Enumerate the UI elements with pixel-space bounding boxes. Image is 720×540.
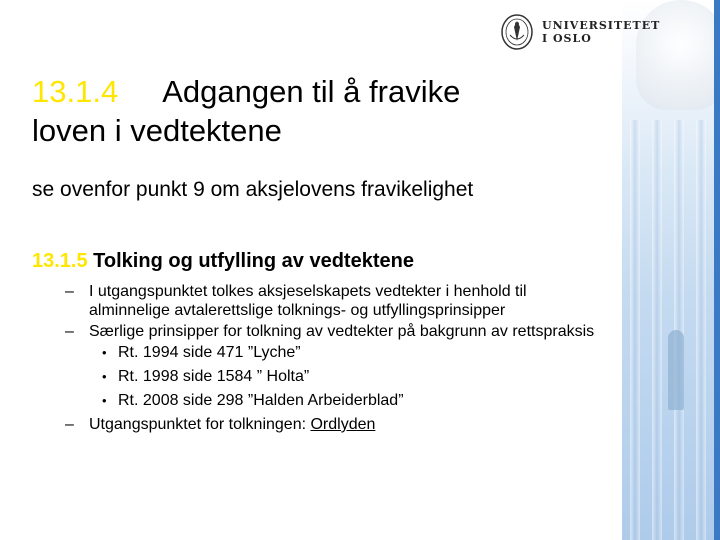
sub-list-item-text: Rt. 2008 side 298 ”Halden Arbeiderblad”	[118, 392, 404, 409]
logo-line-2: I OSLO	[542, 32, 592, 45]
section-number: 13.1.5	[32, 250, 88, 272]
sub-list-item	[65, 391, 605, 410]
list-item	[65, 322, 605, 341]
slide-title	[32, 72, 612, 150]
university-seal-icon	[500, 13, 534, 51]
content-list	[65, 282, 605, 436]
list-item-text: Utgangspunktet for tolkningen:	[89, 416, 311, 433]
title-line-1: Adgangen til å fravike	[162, 74, 461, 109]
bullet-marker: •	[102, 369, 107, 384]
column-decoration	[630, 120, 640, 540]
sub-list-item	[65, 367, 605, 386]
logo-text	[542, 19, 660, 45]
university-logo	[500, 12, 660, 52]
figure-silhouette	[668, 330, 684, 410]
bullet-marker: •	[102, 345, 107, 360]
accent-stripe	[714, 0, 720, 540]
decorative-band	[622, 0, 720, 540]
underlined-term: Ordlyden	[310, 416, 376, 433]
section-heading	[32, 250, 414, 273]
dash-marker: –	[65, 323, 74, 340]
section-heading-text: Tolking og utfylling av vedtektene	[93, 250, 414, 272]
sub-list-item-text: Rt. 1998 side 1584 ” Holta”	[118, 368, 310, 385]
title-line-2: loven i vedtektene	[32, 113, 282, 148]
column-decoration	[652, 120, 662, 540]
bullet-marker: •	[102, 393, 107, 408]
sub-list-item	[65, 343, 605, 362]
list-item	[65, 415, 605, 434]
dash-marker: –	[65, 283, 74, 300]
title-number: 13.1.4	[32, 74, 119, 109]
list-item-text: Særlige prinsipper for tolkning av vedtekter på bakgrunn av rettspraksis	[89, 323, 595, 340]
column-decoration	[696, 120, 706, 540]
logo-line-1: UNIVERSITETET	[542, 19, 661, 32]
slide-subtitle: se ovenfor punkt 9 om aksjelovens fravikelighet	[32, 178, 474, 201]
list-item-text: I utgangspunktet tolkes aksjeselskapets vedtekter i henhold til alminnelige avtalerettslige tolknings- og utfyllingsprinsipper	[89, 283, 527, 319]
dash-marker: –	[65, 416, 74, 433]
list-item	[65, 282, 605, 320]
sub-list-item-text: Rt. 1994 side 471 ”Lyche”	[118, 344, 301, 361]
